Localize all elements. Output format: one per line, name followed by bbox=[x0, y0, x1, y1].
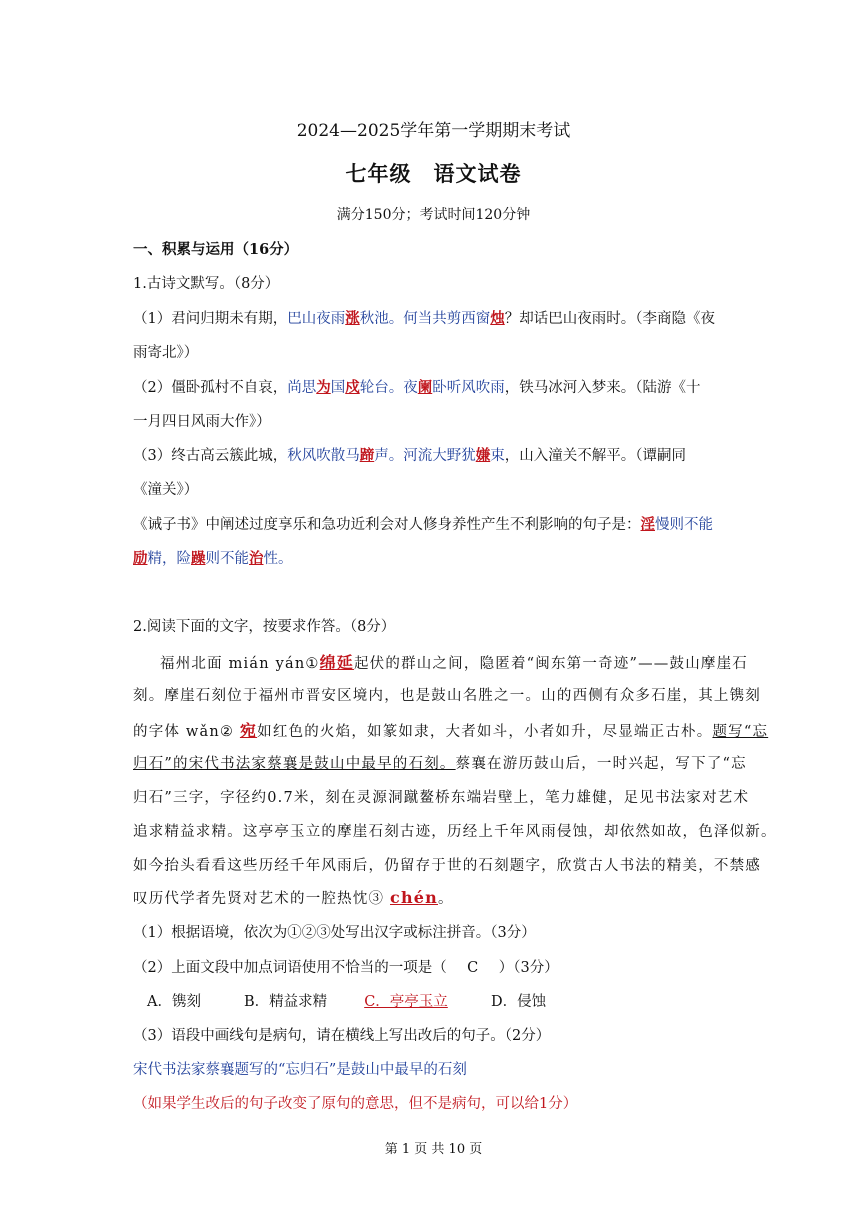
passage-line-8: 叹历代学者先贤对艺术的一腔热忱③ chén。 bbox=[133, 888, 454, 907]
passage-line-5: 归石”三字，字径约0.7米，刻在灵源洞蹴鳌桥东端岩壁上，笔力雄健，足见书法家对艺术 bbox=[133, 790, 750, 806]
paper-subtitle: 七年级 语文试卷 bbox=[345, 161, 522, 186]
q1-item-1: （1）君问归期未有期，巴山夜雨涨秋池。何当共剪西窗烛？却话巴山夜雨时。（李商隐《夜 bbox=[133, 310, 715, 327]
passage-line-2: 刻。摩崖石刻位于福州市晋安区境内，也是鼓山名胜之一。山的西侧有众多石崖，其上镌刻 bbox=[133, 688, 761, 704]
passage-line-1: 福州北面 mián yán①绵延起伏的群山之间，隐匿着“闽东第一奇迹”——鼓山摩崖石 bbox=[160, 653, 748, 672]
q2-sub-3-answer: 宋代书法家蔡襄题写的“忘归石”是鼓山中最早的石刻 bbox=[133, 1062, 467, 1078]
q2-sub-2: （2）上面文段中加点词语使用不恰当的一项是（ C ）（3分） bbox=[133, 960, 559, 976]
q1-item-2-cont: 一月四日风雨大作》） bbox=[133, 414, 271, 430]
option-b: B．精益求精 bbox=[244, 994, 328, 1010]
passage-line-4: 归石”的宋代书法家蔡襄是鼓山中最早的石刻。蔡襄在游历鼓山后，一时兴起，写下了“忘 bbox=[133, 756, 747, 772]
q2-heading: 2.阅读下面的文字，按要求作答。（8分） bbox=[133, 619, 396, 635]
q2-sub-3-note: （如果学生改后的句子改变了原句的意思，但不是病句，可以给1分） bbox=[133, 1096, 578, 1112]
q1-heading: 1.古诗文默写。（8分） bbox=[133, 276, 280, 292]
section-heading: 一、积累与运用（16分） bbox=[133, 241, 299, 258]
q1-item-2: （2）僵卧孤村不自哀，尚思为国戍轮台。夜阑卧听风吹雨，铁马冰河入梦来。（陆游《十 bbox=[133, 379, 701, 396]
passage-line-7: 如今抬头看看这些历经千年风雨后，仍留存于世的石刻题字，欣赏古人书法的精美，不禁感 bbox=[133, 858, 761, 874]
q1-item-4-cont: 励精，险躁则不能治性。 bbox=[133, 550, 293, 567]
option-d: D．侵蚀 bbox=[491, 994, 547, 1010]
q2-sub-1: （1）根据语境，依次为①②③处写出汉字或标注拼音。（3分） bbox=[133, 925, 536, 941]
q1-item-3-cont: 《潼关》） bbox=[133, 482, 199, 498]
passage-line-3: 的字体 wǎn② 宛如红色的火焰，如篆如隶，大者如斗，小者如升，尽显端正古朴。题写“忘 bbox=[133, 721, 769, 740]
option-a: A．镌刻 bbox=[147, 994, 201, 1010]
page-footer: 第 1 页 共 10 页 bbox=[384, 1142, 483, 1157]
q2-sub-3: （3）语段中画线句是病句，请在横线上写出改后的句子。（2分） bbox=[133, 1028, 551, 1044]
exam-title: 2024—2025学年第一学期期末考试 bbox=[296, 121, 571, 141]
option-c-answer: C．亭亭玉立 bbox=[364, 994, 448, 1010]
q1-item-1-cont: 雨寄北》） bbox=[133, 345, 199, 361]
q1-item-4: 《诫子书》中阐述过度享乐和急功近利会对人修身养性产生不利影响的句子是：淫慢则不能 bbox=[133, 516, 713, 533]
passage-line-6: 追求精益求精。这亭亭玉立的摩崖石刻古迹，历经上千年风雨侵蚀，却依然如故，色泽似新。 bbox=[133, 824, 777, 840]
q1-item-3: （3）终古高云簇此城，秋风吹散马蹄声。河流大野犹嫌束，山入潼关不解平。（谭嗣同 bbox=[133, 447, 686, 464]
exam-info: 满分150分；考试时间120分钟 bbox=[336, 207, 531, 223]
